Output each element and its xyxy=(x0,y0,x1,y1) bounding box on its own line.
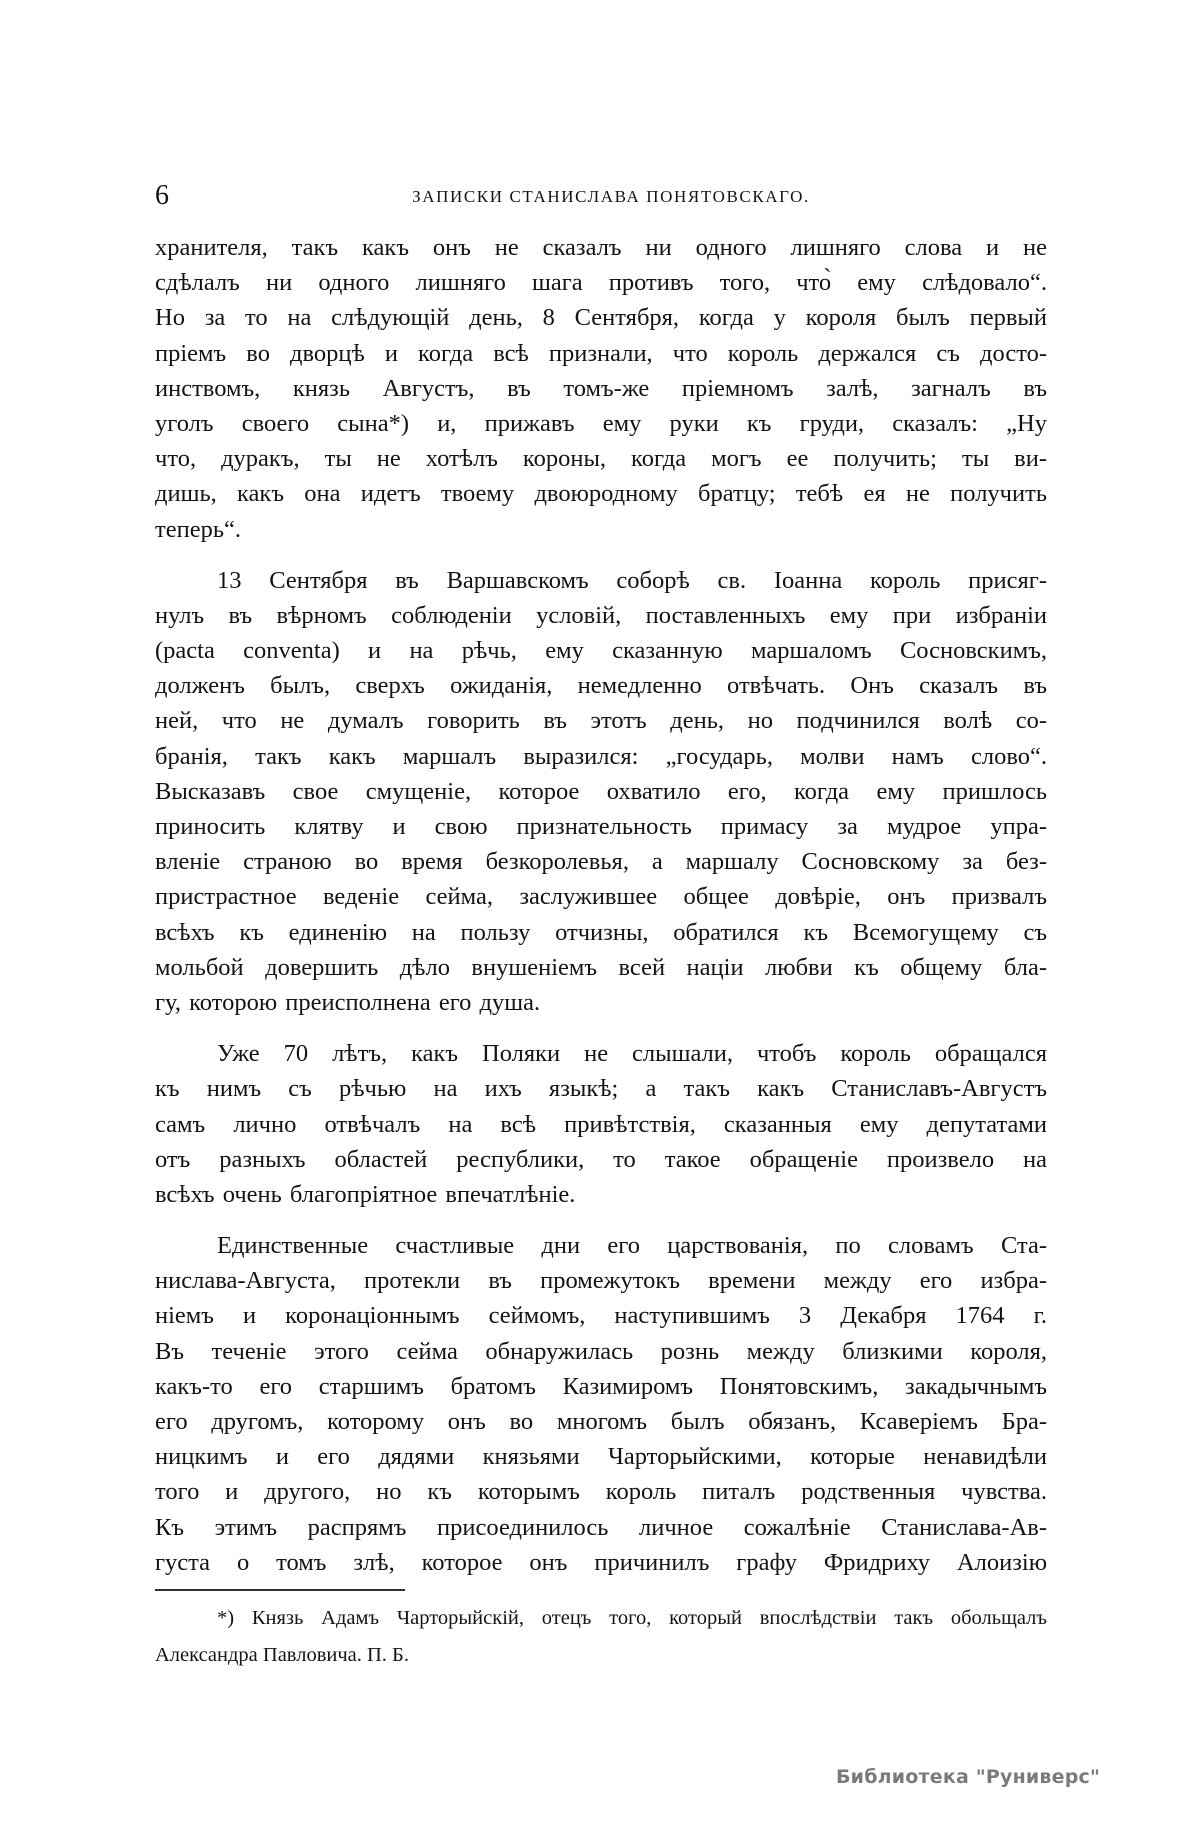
text-line: долженъ былъ, сверхъ ожиданія, немедленно отвѣчать. Онъ сказалъ въ xyxy=(155,672,1047,700)
paragraph xyxy=(155,1228,1047,1580)
text-line: какъ-то его старшимъ братомъ Казимиромъ Понятовскимъ, закадычнымъ xyxy=(155,1372,1047,1400)
text-line: Въ теченіе этого сейма обнаружилась рознь между близкими короля, xyxy=(155,1337,1047,1365)
running-title: ЗАПИСКИ СТАНИСЛАВА ПОНЯТОВСКАГО. xyxy=(412,187,810,206)
text-line: уголъ своего сына*) и, прижавъ ему руки къ груди, сказалъ: „Ну xyxy=(155,409,1047,437)
body-text xyxy=(155,230,1047,1596)
text-line: 13 Сентября въ Варшавскомъ соборѣ св. Іоанна король присяг- xyxy=(217,566,1047,594)
text-line: густа о томъ злѣ, которое онъ причинилъ графу Фридриху Алоизію xyxy=(155,1548,1047,1576)
footnote-divider xyxy=(155,1589,405,1591)
text-line: хранителя, такъ какъ онъ не сказалъ ни одного лишняго слова и не xyxy=(155,234,1047,261)
text-line: вленіе страною во время безкоролевья, а маршалу Сосновскому за без- xyxy=(155,848,1047,876)
text-line: гу, которою преисполнена его душа. xyxy=(155,988,541,1016)
text-line: къ нимъ съ рѣчью на ихъ языкѣ; а такъ какъ Станиславъ-Августъ xyxy=(155,1075,1047,1103)
text-line: ницкимъ и его дядями князьями Чарторыйскими, которые ненавидѣли xyxy=(155,1443,1047,1471)
text-line: нислава-Августа, протекли въ промежутокъ времени между его избра- xyxy=(155,1267,1047,1295)
text-line: нулъ въ вѣрномъ соблюденіи условій, поставленныхъ ему при избраніи xyxy=(155,601,1047,629)
text-line: самъ лично отвѣчалъ на всѣ привѣтствія, сказанныя ему депутатами xyxy=(155,1110,1047,1138)
text-line: его другомъ, которому онъ во многомъ былъ обязанъ, Ксаверіемъ Бра- xyxy=(155,1408,1047,1435)
text-line: дишь, какъ она идетъ твоему двоюродному братцу; тебѣ ея не получить xyxy=(155,480,1047,508)
paragraph xyxy=(155,230,1047,547)
footnote-line: *) Князь Адамъ Чарторыйскій, отецъ того, который впослѣдствіи такъ обольщалъ xyxy=(217,1607,1047,1629)
text-line: всѣхъ къ единенію на пользу отчизны, обратился къ Всемогущему съ xyxy=(155,918,1047,946)
text-line: всѣхъ очень благопріятное впечатлѣніе. xyxy=(155,1180,576,1208)
page-header xyxy=(155,181,1047,211)
text-line: того и другого, но къ которымъ король питалъ родственныя чувства. xyxy=(155,1478,1047,1506)
text-line: инствомъ, князь Августъ, въ томъ-же пріемномъ залѣ, загналъ въ xyxy=(155,374,1047,402)
text-line: (pacta conventa) и на рѣчь, ему сказанную маршаломъ Сосновскимъ, xyxy=(155,637,1047,665)
text-line: Уже 70 лѣтъ, какъ Поляки не слышали, чтобъ король обращался xyxy=(217,1040,1047,1068)
footnote-line: Александра Павловича. П. Б. xyxy=(155,1644,409,1666)
text-line: Но за то на слѣдующій день, 8 Сентября, когда у короля былъ первый xyxy=(155,304,1047,332)
text-line: Высказавъ свое смущеніе, которое охватило его, когда ему пришлось xyxy=(155,777,1047,805)
text-line: пріемъ во дворцѣ и когда всѣ признали, что король держался съ досто- xyxy=(155,339,1047,367)
library-watermark: Библиотека "Руниверс" xyxy=(836,1766,1101,1788)
text-line: ней, что не думалъ говорить въ этотъ день, но подчинился волѣ со- xyxy=(155,707,1047,735)
text-line: отъ разныхъ областей республики, то такое обращеніе произвело на xyxy=(155,1145,1047,1173)
paragraph xyxy=(155,1036,1047,1212)
text-line: ніемъ и коронаціоннымъ сеймомъ, наступившимъ 3 Декабря 1764 г. xyxy=(155,1302,1047,1330)
page-number: 6 xyxy=(155,180,169,211)
text-line: теперь“. xyxy=(155,515,241,543)
text-line: мольбой довершить дѣло внушеніемъ всей націи любви къ общему бла- xyxy=(155,953,1047,981)
text-line: приносить клятву и свою признательность примасу за мудрое упра- xyxy=(155,813,1047,840)
footnote xyxy=(155,1600,1047,1674)
text-line: Единственные счастливые дни его царствованія, по словамъ Ста- xyxy=(217,1232,1047,1260)
text-line: Къ этимъ распрямъ присоединилось личное сожалѣніе Станислава-Ав- xyxy=(155,1513,1047,1541)
text-line: сдѣлалъ ни одного лишняго шага противъ того, что̀ ему слѣдовало“. xyxy=(155,269,1047,297)
text-line: пристрастное веденіе сейма, заслужившее общее довѣріе, онъ призвалъ xyxy=(155,883,1047,911)
text-line: бранія, такъ какъ маршалъ выразился: „государь, молви намъ слово“. xyxy=(155,742,1047,770)
paragraph xyxy=(155,563,1047,1020)
text-line: что, дуракъ, ты не хотѣлъ короны, когда могъ ее получить; ты ви- xyxy=(155,445,1047,473)
